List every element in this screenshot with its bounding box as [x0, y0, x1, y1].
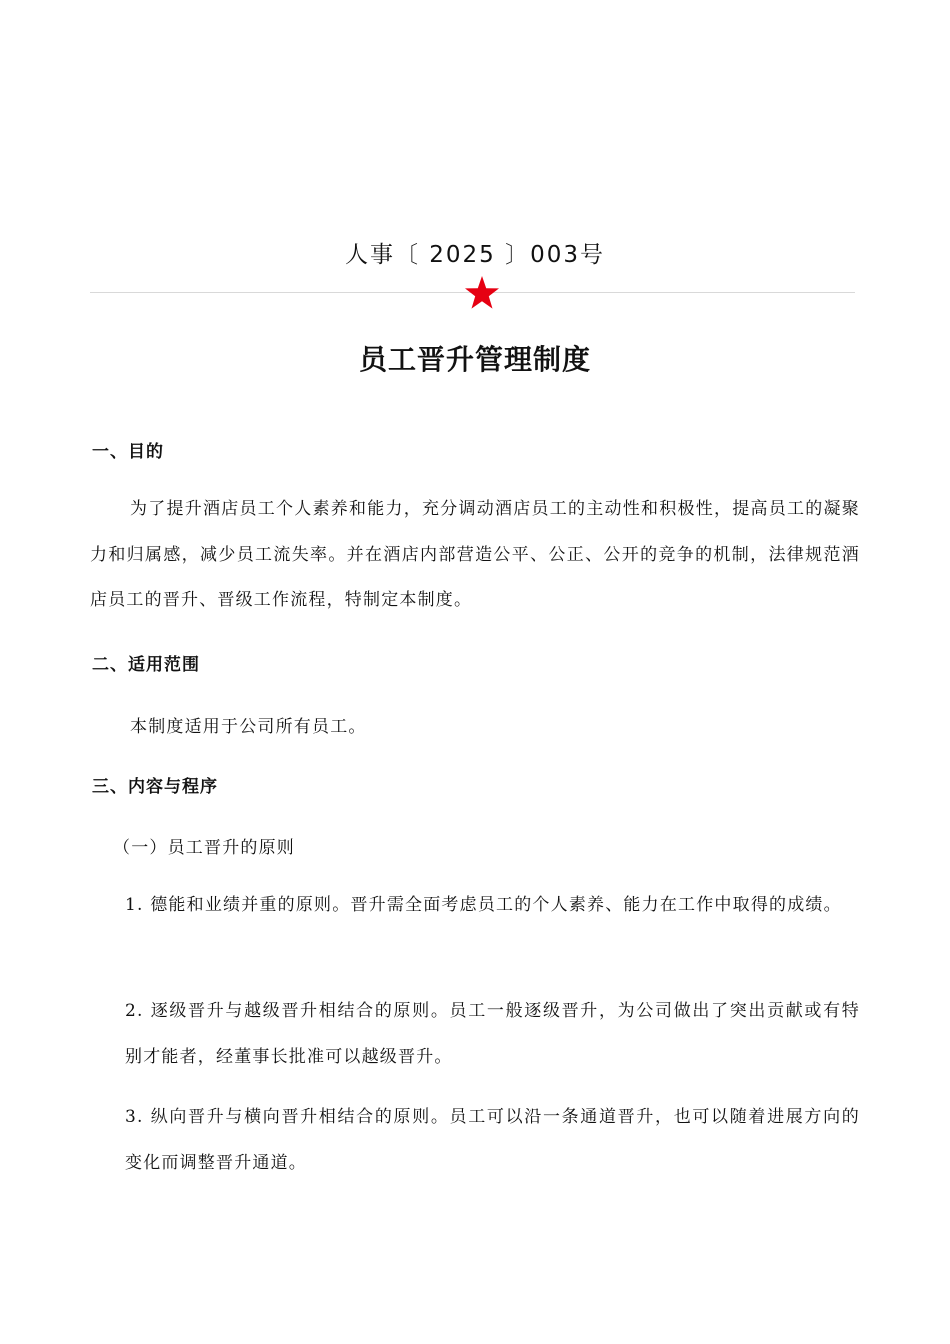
red-star-icon — [462, 273, 502, 313]
section-heading-purpose: 一、目的 — [92, 442, 164, 462]
list-item: 2. 逐级晋升与越级晋升相结合的原则。员工一般逐级晋升，为公司做出了突出贡献或有特别才能者，经董事长批准可以越级晋升。 — [125, 1001, 860, 1067]
section-paragraph-scope: 本制度适用于公司所有员工。 — [130, 717, 367, 737]
list-item: 3. 纵向晋升与横向晋升相结合的原则。员工可以沿一条通道晋升，也可以随着进展方向的变化而调整晋升通道。 — [125, 1107, 860, 1173]
document-number: 人事〔 2025 〕003号 — [344, 242, 606, 268]
list-item: 1. 德能和业绩并重的原则。晋升需全面考虑员工的个人素养、能力在工作中取得的成绩。 — [125, 895, 842, 915]
document-title: 员工晋升管理制度 — [358, 343, 591, 376]
section-paragraph-purpose: 为了提升酒店员工个人素养和能力，充分调动酒店员工的主动性和积极性，提高员工的凝聚力和归属感，减少员工流失率。并在酒店内部营造公平、公正、公开的竞争的机制，法律规范酒店员工的晋升、晋级工作流程，特制定本制度。 — [90, 499, 860, 610]
sub-heading-principles: （一）员工晋升的原则 — [113, 838, 295, 858]
section-heading-scope: 二、适用范围 — [92, 655, 200, 675]
section-heading-content: 三、内容与程序 — [92, 777, 218, 797]
